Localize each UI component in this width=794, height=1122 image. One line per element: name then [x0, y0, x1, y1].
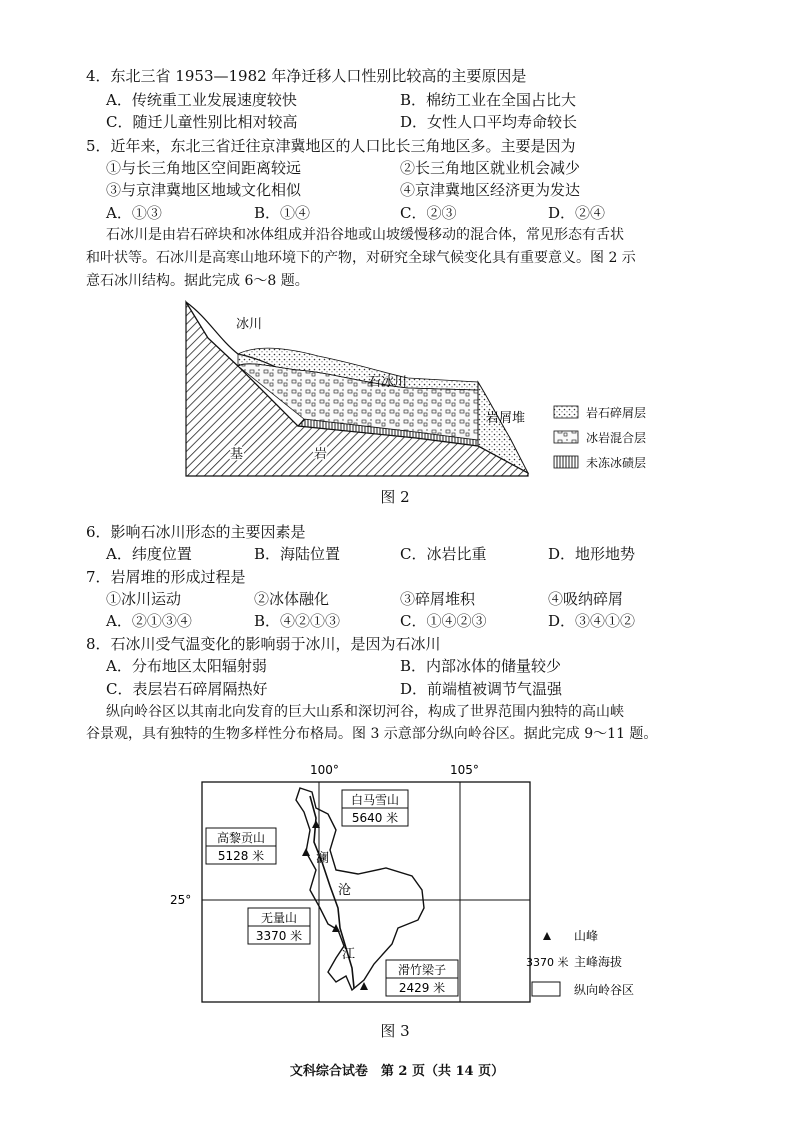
q7-step-4: ④吸纳碎屑 — [548, 590, 624, 608]
fig3-latitude-25: 25° — [170, 893, 192, 907]
fig3-longitude-100: 100° — [310, 763, 339, 777]
q6-option-c: C．冰岩比重 — [400, 545, 487, 563]
figure-3-range-gorge-map — [160, 758, 680, 1018]
q7-option-d: D．③④①② — [548, 612, 636, 630]
fig3-label-gaoligong — [206, 828, 276, 864]
q5-statement-2: ②长三角地区就业机会减少 — [400, 159, 581, 177]
fig2-legend-swatch-icerock — [554, 431, 578, 443]
q5-statement-3: ③与京津冀地区地域文化相似 — [106, 181, 302, 199]
fig3-legend-elev-sample: 3370 米 — [526, 956, 569, 969]
fig3-legend-peak: 山峰 — [574, 929, 599, 943]
fig3-river-char-2: 沧 — [338, 883, 352, 898]
fig2-rock-glacier-label: 石冰川 — [368, 375, 408, 390]
q5-option-d: D．②④ — [548, 204, 606, 222]
q5-option-a: A．①③ — [106, 204, 162, 222]
fig2-bedrock-label-1: 基 — [230, 447, 244, 462]
q8-option-c: C．表层岩石碎屑隔热好 — [106, 680, 268, 698]
fig2-glacier-label: 冰川 — [236, 317, 263, 332]
q4-stem: 4．东北三省 1953—1982 年净迁移人口性别比较高的主要原因是 — [86, 67, 527, 85]
fig3-label-baima — [342, 790, 408, 826]
fig3-peak-wuliang-elev: 3370 米 — [255, 929, 303, 943]
q4-option-c: C．随迁儿童性别比相对较高 — [106, 113, 298, 131]
fig2-talus-label: 岩屑堆 — [486, 411, 526, 426]
fig2-legend-debris: 岩石碎屑层 — [586, 406, 647, 420]
q7-stem: 7．岩屑堆的形成过程是 — [86, 568, 246, 586]
fig3-peak-wuliang-name: 无量山 — [260, 911, 298, 925]
q7-step-2: ②冰体融化 — [254, 590, 330, 608]
fig2-legend-swatch-till — [554, 456, 578, 468]
fig2-bedrock-label-2: 岩 — [314, 447, 328, 462]
fig3-river-char-3: 江 — [342, 947, 356, 962]
fig3-label-huazhu — [386, 960, 458, 996]
q8-option-a: A．分布地区太阳辐射弱 — [106, 657, 267, 675]
q6-option-b: B．海陆位置 — [254, 545, 341, 563]
passage3-line1: 纵向岭谷区以其南北向发育的巨大山系和深切河谷，构成了世界范围内独特的高山峡 — [106, 704, 624, 720]
q5-stem: 5．近年来，东北三省迁往京津冀地区的人口比长三角地区多。主要是因为 — [86, 137, 576, 155]
fig3-legend-region-swatch — [532, 982, 560, 996]
passage2-line1: 石冰川是由岩石碎块和冰体组成并沿谷地或山坡缓慢移动的混合体，常见形态有舌状 — [106, 227, 624, 243]
q6-option-a: A．纬度位置 — [106, 545, 192, 563]
q6-stem: 6．影响石冰川形态的主要因素是 — [86, 523, 306, 541]
fig3-legend-region: 纵向岭谷区 — [574, 983, 635, 997]
q7-step-1: ①冰川运动 — [106, 590, 182, 608]
q4-option-a: A．传统重工业发展速度较快 — [106, 91, 297, 109]
fig3-peak-gaoligong-elev: 5128 米 — [217, 849, 265, 863]
q8-option-d: D．前端植被调节气温强 — [400, 680, 563, 698]
figure-2-rock-glacier-diagram — [178, 298, 698, 488]
q6-option-d: D．地形地势 — [548, 545, 636, 563]
fig3-peak-baima-elev: 5640 米 — [351, 811, 399, 825]
figure-2-caption: 图 2 — [380, 488, 410, 506]
q8-option-b: B．内部冰体的储量较少 — [400, 657, 562, 675]
q4-option-d: D．女性人口平均寿命较长 — [400, 113, 578, 131]
q7-option-c: C．①④②③ — [400, 612, 487, 630]
fig3-peak-huazhu-name: 滑竹梁子 — [397, 963, 447, 977]
q5-option-b: B．①④ — [254, 204, 311, 222]
fig2-legend-till: 未冻冰碛层 — [586, 456, 647, 470]
passage3-line2: 谷景观，具有独特的生物多样性分布格局。图 3 示意部分纵向岭谷区。据此完成 9～11 题。 — [86, 726, 658, 742]
fig3-peak-huazhu-elev: 2429 米 — [398, 981, 446, 995]
page-footer: 文科综合试卷 第 2 页（共 14 页） — [289, 1064, 505, 1079]
q4-option-b: B．棉纺工业在全国占比大 — [400, 91, 577, 109]
fig3-peak-gaoligong-name: 高黎贡山 — [216, 831, 266, 845]
q5-statement-4: ④京津冀地区经济更为发达 — [400, 181, 581, 199]
q8-stem: 8．石冰川受气温变化的影响弱于冰川，是因为石冰川 — [86, 635, 441, 653]
figure-3-caption: 图 3 — [380, 1022, 410, 1040]
passage2-line2: 和叶状等。石冰川是高寒山地环境下的产物，对研究全球气候变化具有重要意义。图 2 示 — [86, 250, 636, 266]
fig3-peak-baima-name: 白马雪山 — [350, 793, 400, 807]
fig2-legend-swatch-debris — [554, 406, 578, 418]
q7-option-a: A．②①③④ — [106, 612, 192, 630]
fig3-longitude-105: 105° — [450, 763, 479, 777]
q7-option-b: B．④②①③ — [254, 612, 341, 630]
passage2-line3: 意石冰川结构。据此完成 6～8 题。 — [86, 273, 309, 289]
q5-option-c: C．②③ — [400, 204, 457, 222]
fig2-legend-icerock: 冰岩混合层 — [586, 431, 647, 445]
q7-step-3: ③碎屑堆积 — [400, 590, 476, 608]
fig3-legend-peak-icon — [543, 932, 551, 940]
q5-statement-1: ①与长三角地区空间距离较远 — [106, 159, 302, 177]
fig3-label-wuliang — [248, 908, 310, 944]
fig3-river-char-1: 澜 — [316, 851, 330, 866]
fig3-legend-elev: 主峰海拔 — [574, 955, 623, 969]
